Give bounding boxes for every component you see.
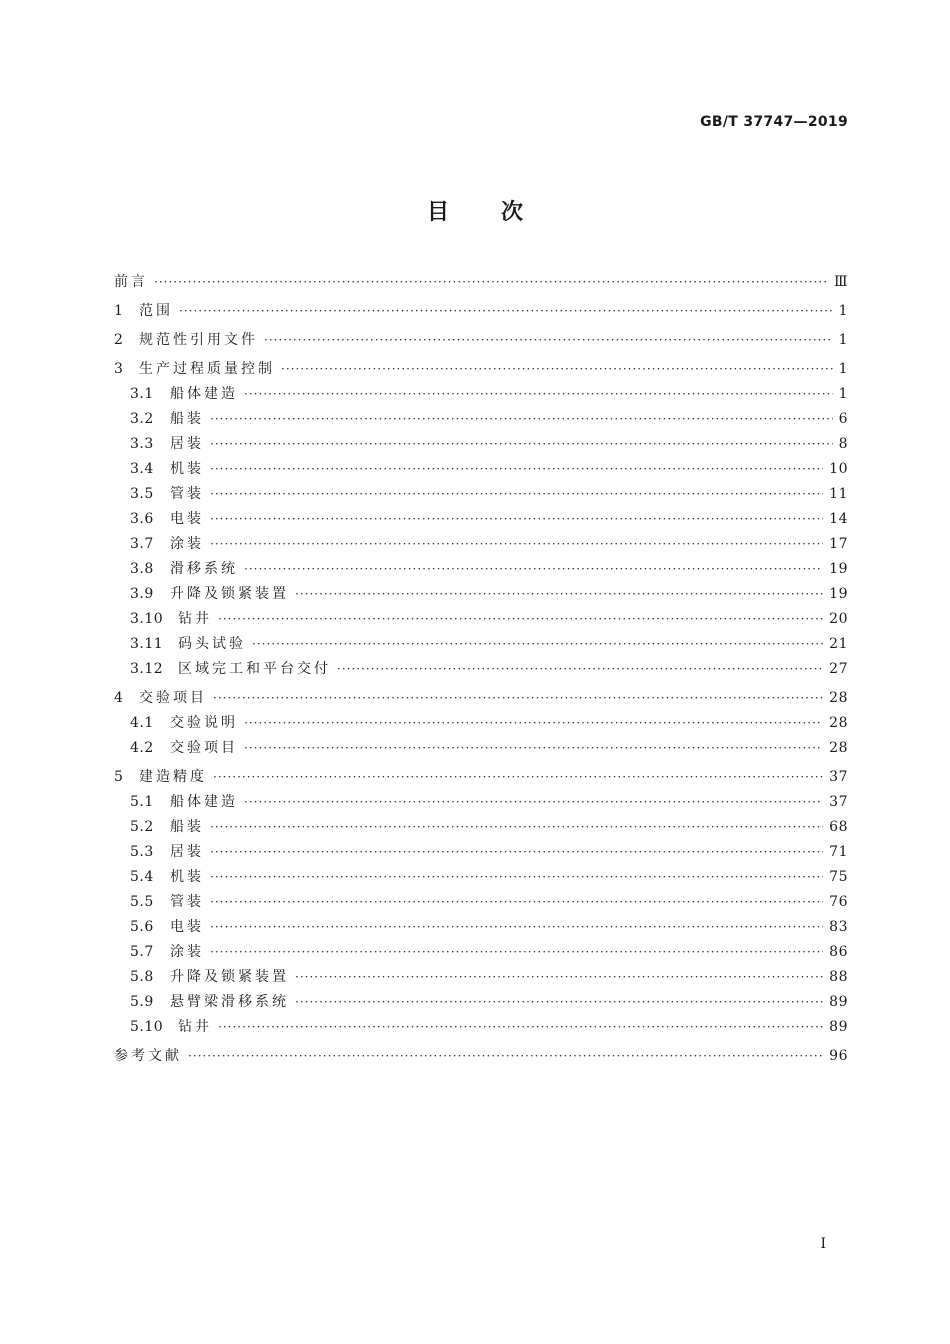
toc-entry-label: 船体建造 [170, 794, 238, 810]
toc-entry-number: 5.10 [130, 1019, 164, 1035]
toc-entry-label: 钻井 [178, 611, 212, 627]
toc-entry[interactable] [114, 865, 848, 890]
toc-dot-leader [210, 890, 823, 915]
toc-dot-leader [179, 299, 833, 324]
toc-entry-label: 滑移系统 [170, 561, 238, 577]
toc-entry-page: Ⅲ [833, 274, 848, 290]
toc-entry-page: 71 [829, 844, 848, 860]
toc-entry-number: 5 [114, 769, 124, 785]
toc-entry-number: 3.10 [130, 611, 164, 627]
toc-entry-page: 37 [829, 794, 848, 810]
toc-dot-leader [210, 407, 833, 432]
toc-entry[interactable] [114, 736, 848, 761]
toc-dot-leader [281, 357, 833, 382]
toc-entry-page: 28 [829, 740, 848, 756]
toc-entry[interactable] [114, 432, 848, 457]
toc-entry-label: 悬臂梁滑移系统 [170, 994, 289, 1010]
toc-entry-number: 5.5 [130, 894, 154, 910]
toc-entry-number: 4.2 [130, 740, 154, 756]
toc-entry-number: 5.8 [130, 969, 154, 985]
toc-entry-label: 升降及锁紧装置 [170, 969, 289, 985]
toc-entry-number: 3.11 [130, 636, 164, 652]
toc-entry-label: 前言 [114, 274, 148, 290]
toc-entry-page: 89 [829, 1019, 848, 1035]
toc-entry[interactable] [114, 890, 848, 915]
toc-entry-page: 27 [829, 661, 848, 677]
toc-entry-number: 3 [114, 361, 124, 377]
toc-dot-leader [154, 270, 828, 295]
toc-dot-leader [244, 557, 823, 582]
toc-dot-leader [252, 632, 823, 657]
toc-dot-leader [244, 736, 823, 761]
toc-entry[interactable] [114, 328, 848, 353]
toc-entry-page: 6 [838, 411, 848, 427]
toc-dot-leader [210, 482, 823, 507]
toc-entry-label: 交验说明 [170, 715, 238, 731]
toc-entry-page: 21 [829, 636, 848, 652]
toc-entry[interactable] [114, 607, 848, 632]
toc-entry[interactable] [114, 270, 848, 295]
toc-dot-leader [218, 1015, 823, 1040]
toc-entry-number: 5.3 [130, 844, 154, 860]
toc-entry-label: 涂装 [170, 944, 204, 960]
toc-entry-label: 船装 [170, 819, 204, 835]
toc-title [0, 195, 950, 226]
toc-entry[interactable] [114, 940, 848, 965]
toc-dot-leader [244, 711, 823, 736]
toc-entry[interactable] [114, 790, 848, 815]
toc-dot-leader [213, 686, 823, 711]
toc-entry-page: 68 [829, 819, 848, 835]
toc-entry[interactable] [114, 1044, 848, 1069]
toc-dot-leader [244, 790, 823, 815]
toc-entry[interactable] [114, 299, 848, 324]
toc-entry-label: 参考文献 [114, 1048, 182, 1064]
toc-entry[interactable] [114, 686, 848, 711]
toc-entry-label: 船体建造 [170, 386, 238, 402]
toc-entry-page: 1 [838, 386, 848, 402]
toc-entry[interactable] [114, 840, 848, 865]
toc-entry[interactable] [114, 457, 848, 482]
toc-title-char-2: 次 [501, 200, 524, 225]
toc-entry-page: 76 [829, 894, 848, 910]
toc-entry[interactable] [114, 915, 848, 940]
toc-entry-page: 83 [829, 919, 848, 935]
toc-entry[interactable] [114, 990, 848, 1015]
toc-entry-page: 19 [829, 561, 848, 577]
toc-entry-number: 3.9 [130, 586, 154, 602]
toc-entry-number: 3.2 [130, 411, 154, 427]
toc-entry-label: 范围 [139, 303, 173, 319]
toc-entry-label: 交验项目 [170, 740, 238, 756]
toc-entry-number: 3.5 [130, 486, 154, 502]
toc-entry[interactable] [114, 482, 848, 507]
toc-entry-number: 3.12 [130, 661, 164, 677]
toc-entry-label: 区域完工和平台交付 [178, 661, 331, 677]
toc-entry-number: 5.4 [130, 869, 154, 885]
toc-entry-number: 3.3 [130, 436, 154, 452]
toc-entry-page: 11 [829, 486, 848, 502]
toc-entry-label: 码头试验 [178, 636, 246, 652]
toc-entry-label: 管装 [170, 486, 204, 502]
toc-dot-leader [210, 915, 823, 940]
toc-entry-number: 3.8 [130, 561, 154, 577]
toc-entry[interactable] [114, 532, 848, 557]
toc-entry-label: 涂装 [170, 536, 204, 552]
toc-entry-page: 1 [838, 332, 848, 348]
toc-entry-number: 3.6 [130, 511, 154, 527]
toc-entry-page: 37 [829, 769, 848, 785]
toc-entry-label: 生产过程质量控制 [139, 361, 275, 377]
toc-entry[interactable] [114, 657, 848, 682]
toc-entry-page: 10 [829, 461, 848, 477]
toc-dot-leader [210, 865, 823, 890]
toc-entry-page: 96 [829, 1048, 848, 1064]
toc-dot-leader [210, 840, 823, 865]
toc-entry[interactable] [114, 765, 848, 790]
toc-entry-number: 3.7 [130, 536, 154, 552]
toc-entry-page: 86 [829, 944, 848, 960]
toc-entry-page: 17 [829, 536, 848, 552]
toc-entry-label: 钻井 [178, 1019, 212, 1035]
toc-entry-number: 5.6 [130, 919, 154, 935]
toc-entry[interactable] [114, 407, 848, 432]
toc-dot-leader [337, 657, 823, 682]
toc-dot-leader [295, 582, 823, 607]
toc-entry[interactable] [114, 357, 848, 382]
toc-entry-label: 居装 [170, 436, 204, 452]
toc-entry[interactable] [114, 1015, 848, 1040]
toc-dot-leader [213, 765, 823, 790]
toc-entry-number: 4 [114, 690, 124, 706]
toc-entry-number: 3.1 [130, 386, 154, 402]
toc-dot-leader [210, 532, 823, 557]
toc-entry-label: 居装 [170, 844, 204, 860]
table-of-contents [114, 270, 848, 1069]
toc-dot-leader [210, 940, 823, 965]
toc-entry-label: 机装 [170, 869, 204, 885]
toc-entry-number: 2 [114, 332, 124, 348]
toc-entry-page: 75 [829, 869, 848, 885]
toc-entry-label: 电装 [170, 919, 204, 935]
toc-entry[interactable] [114, 815, 848, 840]
toc-dot-leader [210, 457, 823, 482]
toc-entry[interactable] [114, 557, 848, 582]
standard-number: GB/T 37747—2019 [700, 114, 848, 130]
toc-entry-number: 5.1 [130, 794, 154, 810]
toc-entry-page: 89 [829, 994, 848, 1010]
toc-dot-leader [210, 815, 823, 840]
toc-dot-leader [188, 1044, 823, 1069]
toc-entry-page: 20 [829, 611, 848, 627]
toc-entry-label: 交验项目 [139, 690, 207, 706]
toc-entry-number: 5.9 [130, 994, 154, 1010]
toc-entry-label: 建造精度 [139, 769, 207, 785]
toc-dot-leader [295, 990, 823, 1015]
toc-entry-page: 19 [829, 586, 848, 602]
toc-entry-page: 14 [829, 511, 848, 527]
page-folio: Ⅰ [820, 1236, 826, 1252]
toc-entry-page: 28 [829, 690, 848, 706]
toc-dot-leader [210, 432, 833, 457]
toc-dot-leader [264, 328, 833, 353]
toc-dot-leader [244, 382, 833, 407]
toc-entry-number: 1 [114, 303, 124, 319]
toc-entry-page: 1 [838, 361, 848, 377]
toc-dot-leader [218, 607, 823, 632]
toc-entry[interactable] [114, 382, 848, 407]
toc-entry-label: 电装 [170, 511, 204, 527]
toc-entry-number: 5.2 [130, 819, 154, 835]
toc-entry-page: 28 [829, 715, 848, 731]
toc-entry-page: 8 [838, 436, 848, 452]
toc-entry[interactable] [114, 965, 848, 990]
toc-entry[interactable] [114, 507, 848, 532]
toc-title-char-1: 目 [426, 200, 449, 225]
toc-entry-label: 规范性引用文件 [139, 332, 258, 348]
toc-entry[interactable] [114, 632, 848, 657]
toc-entry-label: 船装 [170, 411, 204, 427]
toc-entry-number: 3.4 [130, 461, 154, 477]
toc-dot-leader [210, 507, 823, 532]
toc-entry-label: 机装 [170, 461, 204, 477]
toc-entry-number: 4.1 [130, 715, 154, 731]
toc-entry-label: 升降及锁紧装置 [170, 586, 289, 602]
toc-entry-number: 5.7 [130, 944, 154, 960]
toc-entry[interactable] [114, 582, 848, 607]
toc-entry-label: 管装 [170, 894, 204, 910]
toc-entry[interactable] [114, 711, 848, 736]
toc-entry-page: 88 [829, 969, 848, 985]
toc-dot-leader [295, 965, 823, 990]
toc-entry-page: 1 [838, 303, 848, 319]
